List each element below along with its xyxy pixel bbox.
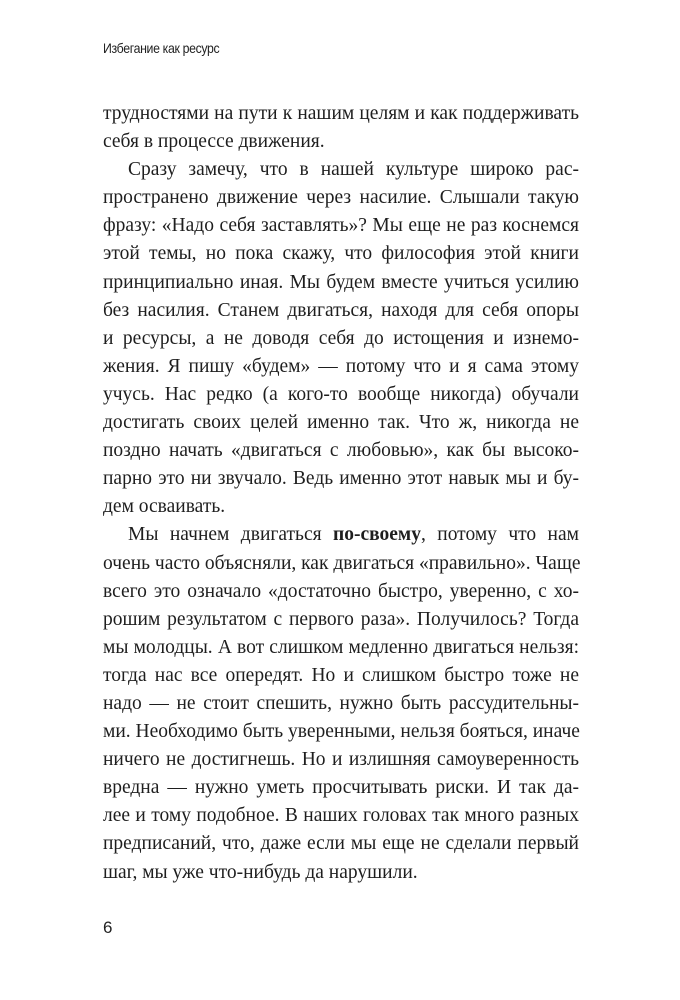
page-number: 6 xyxy=(103,918,113,937)
text-line: надо — не стоит спешить, нужно быть рассудительны- xyxy=(103,692,579,714)
text-line: учусь. Нас редко (а кого-то вообще никогда) обучали xyxy=(103,383,579,405)
text-line: дем осваивать. xyxy=(103,496,226,518)
running-header: Избегание как ресурс xyxy=(103,40,220,56)
text-line: и ресурсы, а не доводя себя до истощения и изнемо- xyxy=(103,327,579,349)
text-line: рошим результатом с первого раза». Получилось? Тогда xyxy=(103,608,579,630)
text-line: Сразу замечу, что в нашей культуре широко рас- xyxy=(128,159,579,181)
text-line: мы молодцы. А вот слишком медленно двигаться нельзя: xyxy=(103,636,579,658)
text-line: лее и тому подобное. В наших головах так много разных xyxy=(103,805,579,827)
text-line: тогда нас все опередят. Но и слишком быстро тоже не xyxy=(103,664,579,686)
text-line: достигать своих целей именно так. Что ж, никогда не xyxy=(103,412,579,434)
text-line: трудностями на пути к нашим целям и как поддерживать xyxy=(103,103,579,124)
text-segment: Мы начнем двигаться xyxy=(128,524,333,546)
text-line: всего это означало «достаточно быстро, уверенно, с хо- xyxy=(103,580,579,602)
text-line: фразу: «Надо себя заставлять»? Мы еще не раз коснемся xyxy=(103,215,579,237)
text-line: этой темы, но пока скажу, что философия этой книги xyxy=(103,243,579,265)
text-line: принципиально иная. Мы будем вместе учиться усилию xyxy=(103,271,579,293)
text-line: без насилия. Станем двигаться, находя для себя опоры xyxy=(103,299,579,321)
text-line: вредна — нужно уметь просчитывать риски. И так да- xyxy=(103,777,579,799)
text-line: шаг, мы уже что-нибудь да нарушили. xyxy=(103,861,418,883)
text-line-with-bold xyxy=(103,521,579,549)
text-line: предписаний, что, даже если мы еще не сделали первый xyxy=(103,833,579,855)
text-line: парно это ни звучало. Ведь именно этот навык мы и бу- xyxy=(103,468,579,490)
text-line: жения. Я пишу «будем» — потому что и я сама этому xyxy=(103,355,579,377)
body-text xyxy=(103,100,579,887)
text-line: пространено движение через насилие. Слышали такую xyxy=(103,187,579,209)
text-line: себя в процессе движения. xyxy=(103,131,325,153)
text-line: очень часто объясняли, как двигаться «правильно». Чаще xyxy=(103,552,581,574)
text-line: поздно начать «двигаться с любовью», как бы высоко- xyxy=(103,440,579,462)
text-line: ничего не достигнешь. Но и излишняя самоуверенность xyxy=(103,749,579,771)
text-line: ми. Необходимо быть уверенными, нельзя бояться, иначе xyxy=(103,721,580,743)
bold-emphasis: по-своему xyxy=(332,524,421,546)
text-segment: , потому что нам xyxy=(420,524,579,546)
